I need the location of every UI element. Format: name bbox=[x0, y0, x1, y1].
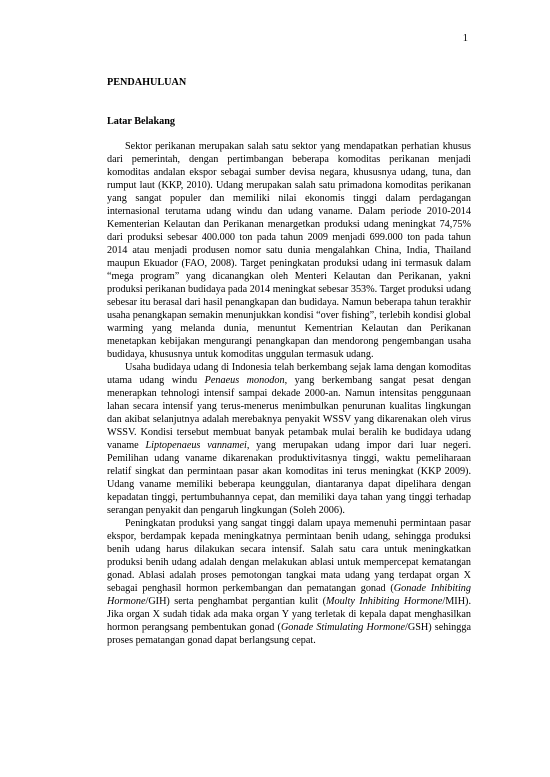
text-run: , yang merupakan udang impor dari luar negeri. Pemilihan udang vaname dikarenakan produktivitasnya tinggi, waktu pemeliharaan relatif singkat dan permintaan pasar akan komoditas ini terus meningkat (KKP 2009). Udang vaname memiliki beberapa keunggulan, diantaranya dapat dipelihara dengan kepadatan tinggi, pertumbuhannya cepat, dan memiliki daya tahan yang tinggi terhadap serangan penyakit dan pengaruh lingkungan (Soleh 2006). bbox=[107, 440, 471, 516]
paragraph bbox=[107, 361, 471, 517]
text-run: Usaha budidaya udang di Indonesia telah berkembang sejak lama dengan komoditas utama udang windu bbox=[107, 362, 471, 386]
page-number: 1 bbox=[462, 33, 468, 44]
section-subheading: Latar Belakang bbox=[107, 116, 176, 127]
text-run: , yang berkembang sangat pesat dengan menerapkan tehnologi intensif sampai dekade 2000-an. Namun intensitas penggunaan lahan secara intensif yang terus-menerus menimbulkan penurunan kualitas lingkungan dan akibat selanjutnya adalah merebaknya penyakit WSSV yang dikarenakan oleh virus WSSV. Kondisi tersebut membuat banyak petambak mulai beralih ke budidaya udang vaname bbox=[107, 375, 471, 451]
chapter-heading: PENDAHULUAN bbox=[107, 77, 187, 88]
italic-text: Moulty Inhibiting Hormone bbox=[325, 596, 443, 607]
text-run: /GIH) serta penghambat pergantian kulit ( bbox=[145, 596, 326, 607]
italic-text: Gonade Stimulating Hormone bbox=[280, 622, 405, 633]
text-run: /MIH). Jika organ X sudah tidak ada maka organ Y yang terletak di kepala dapat menghasilkan hormon perangsang pembentukan gonad ( bbox=[107, 596, 471, 633]
text-run: Peningkatan produksi yang sangat tinggi dalam upaya memenuhi permintaan pasar ekspor, berdampak kepada meningkatnya permintaan benih udang, sehingga produksi benih udang harus dilakukan secara intensif. Salah satu cara untuk meningkatkan produksi benih udang adalah dengan melakukan ablasi untuk mempercepat kematangan gonad. Ablasi adalah proses pemotongan tangkai mata udang yang terdapat organ X sebagai penghasil hormon perkembangan dan pematangan gonad ( bbox=[107, 518, 471, 594]
italic-text: Gonade Inhibiting Hormone bbox=[107, 583, 471, 607]
italic-text: Penaeus monodon bbox=[204, 375, 285, 386]
text-run: /GSH) sehingga proses pematangan gonad dapat berlangsung cepat. bbox=[107, 622, 471, 646]
paragraph bbox=[107, 140, 471, 361]
paragraph bbox=[107, 517, 471, 647]
italic-text: Liptopenaeus vannamei bbox=[145, 440, 247, 451]
body-content bbox=[107, 76, 471, 647]
text-run: Sektor perikanan merupakan salah satu sektor yang mendapatkan perhatian khusus dari pemerintah, dengan pertimbangan beberapa komoditas perikanan menjadi komoditas andalan ekspor sebagai sumber devisa negara, khususnya udang, tuna, dan rumput laut (KKP, 2010). Udang merupakan salah satu primadona komoditas perikanan yang sangat populer dan memiliki nilai ekonomis tinggi dalam perdagangan internasional terutama udang windu dan udang vaname. Dalam periode 2010-2014 Kementerian Kelautan dan Perikanan menargetkan produksi udang meningkat 74,75% dari produksi sebesar 400.000 ton pada tahun 2009 menjadi 699.000 ton pada tahun 2014 atau menjadi produsen nomor satu dunia mengalahkan China, India, Thailand maupun Ekuador (FAO, 2008). Target peningkatan produksi udang ini termasuk dalam “mega program” yang dicanangkan oleh Menteri Kelautan dan Perikanan, yakni produksi perikanan budidaya pada 2014 meningkat sebesar 353%. Target produksi udang sebesar itu berasal dari hasil penangkapan dan budidaya. Namun beberapa tahun terakhir usaha penangkapan semakin menunjukkan kondisi “over fishing”, terlebih kondisi global warming yang melanda dunia, menuntut Kementrian Kelautan dan Perikanan menetapkan kebijakan mengurangi penangkapan dan mendorong pengembangan usaha budidaya, khususnya untuk komoditas unggulan termasuk udang. bbox=[107, 141, 471, 360]
